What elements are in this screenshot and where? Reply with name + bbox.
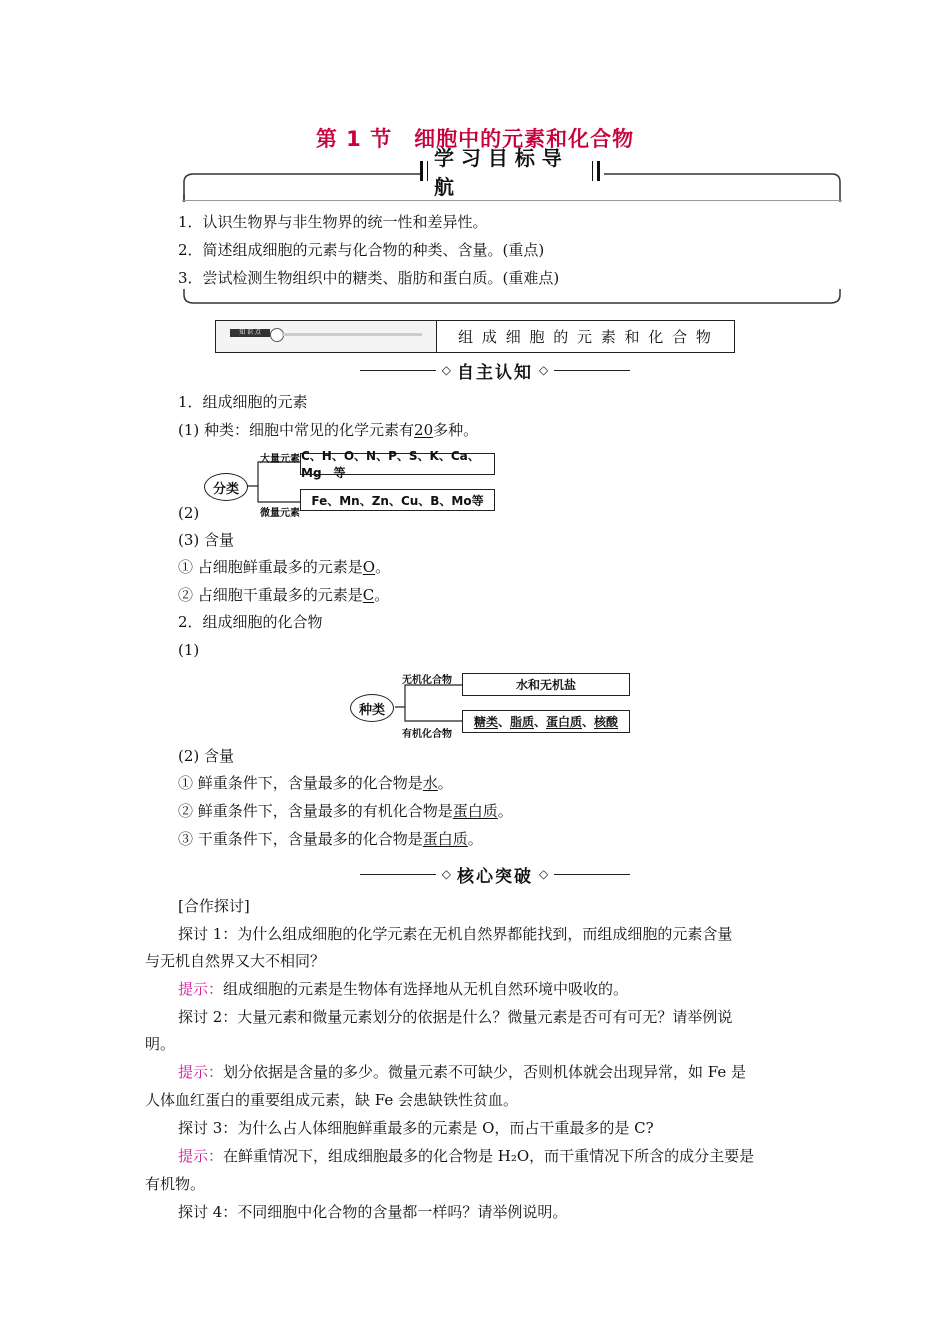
goals-banner-label: 学 习 目 标 导 航	[433, 146, 562, 199]
organic-item: 脂质	[509, 715, 534, 729]
elements-dry-suffix: 。	[374, 586, 390, 604]
goal-item-1: 1．认识生物界与非生物界的统一性和差异性。	[178, 213, 488, 231]
compounds-content-heading: (2) 含量	[178, 747, 235, 765]
elements-fresh-prefix: ① 占细胞鲜重最多的元素是	[178, 558, 363, 576]
section-rule-right	[554, 874, 630, 875]
discussion-a3-text: 在鲜重情况下，组成细胞最多的化合物是 H₂O，而干重情况下所含的成分主要是	[223, 1147, 755, 1165]
compounds-q3-suffix: 。	[467, 830, 483, 848]
section-rule-left	[360, 874, 436, 875]
major-label: 大量元素	[260, 454, 300, 465]
divider	[182, 200, 842, 201]
organic-item: 糖类	[473, 715, 498, 729]
goals-bracket-bottom	[180, 285, 844, 315]
goal-item-3: 3．尝试检测生物组织中的糖类、脂肪和蛋白质。(重难点)	[178, 269, 560, 287]
diamond-icon: ◇	[539, 867, 549, 881]
elements-heading: 1．组成细胞的元素	[178, 393, 308, 411]
diamond-icon: ◇	[441, 363, 451, 377]
organic-item: 蛋白质	[546, 715, 583, 729]
elements-center: 分类	[204, 473, 248, 501]
section-rule-left	[360, 370, 436, 371]
compounds-q1-prefix: ① 鲜重条件下，含量最多的化合物是	[178, 774, 423, 792]
discussion-q2-line2: 明。	[145, 1035, 176, 1053]
discussion-q4: 探讨 4：不同细胞中化合物的含量都一样吗？请举例说明。	[178, 1203, 568, 1221]
elements-kinds-suffix: 多种。	[433, 421, 479, 439]
elements-kinds-value: 20	[414, 421, 434, 439]
elements-item2: (2)	[178, 504, 200, 522]
elements-dry	[178, 585, 389, 605]
knowledge-point-title: 组 成 细 胞 的 元 素 和 化 合 物	[458, 328, 713, 346]
elements-fresh	[178, 557, 390, 577]
compounds-center: 种类	[350, 694, 394, 722]
compounds-q2-suffix: 。	[497, 802, 513, 820]
compounds-q2-value: 蛋白质	[452, 802, 498, 820]
elements-fresh-suffix: 。	[375, 558, 391, 576]
goal-item-2: 2．简述组成细胞的元素与化合物的种类、含量。(重点)	[178, 241, 545, 259]
section-label-core: 核心突破	[457, 866, 533, 887]
banner-bar-left	[420, 161, 428, 181]
organic-label: 有机化合物	[402, 729, 452, 740]
section-rule-right	[554, 370, 630, 371]
compounds-q3-value: 蛋白质	[422, 830, 468, 848]
compounds-q3	[178, 829, 483, 849]
compounds-q2	[178, 801, 513, 821]
knowledge-point-box	[215, 320, 735, 353]
discussion-q1-line2: 与无机自然界又大不相同？	[145, 952, 326, 970]
hint-label: 提示：	[178, 1147, 224, 1165]
goals-banner	[420, 146, 600, 199]
section-label-self: 自主认知	[457, 362, 533, 383]
trace-items-box: Fe、Mn、Zn、Cu、B、Mo等	[300, 489, 495, 511]
major-items-box: C、H、O、N、P、S、K、Ca、Mg 等	[300, 453, 495, 475]
organic-items-box: 糖类 、 脂质 、 蛋白质 、 核酸	[462, 710, 630, 733]
elements-kinds	[178, 420, 478, 440]
discussion-a1-text: 组成细胞的元素是生物体有选择地从无机自然环境中吸收的。	[223, 980, 629, 998]
discussion-q1-line1: 探讨 1：为什么组成细胞的化学元素在无机自然界都能找到，而组成细胞的元素含量	[178, 925, 733, 943]
knowledge-point-tag-label: 知 识 点	[230, 329, 270, 337]
section-header-core	[360, 862, 630, 886]
discussion-heading: [合作探讨]	[178, 897, 250, 915]
compounds-q1-value: 水	[422, 774, 438, 792]
organic-item: 核酸	[594, 715, 619, 729]
page-title: 第 1 节 细胞中的元素和化合物	[315, 127, 635, 151]
discussion-a2-text: 划分依据是含量的多少。微量元素不可缺少，否则机体就会出现异常，如 Fe 是	[223, 1063, 747, 1081]
discussion-q3: 探讨 3：为什么占人体细胞鲜重最多的元素是 O，而占干重最多的是 C?	[178, 1119, 654, 1137]
banner-bar-right	[592, 161, 600, 181]
inorganic-label: 无机化合物	[402, 675, 452, 686]
discussion-a1	[178, 979, 628, 999]
discussion-a3-line2: 有机物。	[145, 1175, 206, 1193]
inorganic-items-box: 水和无机盐	[462, 673, 630, 696]
elements-dry-value: C	[362, 586, 375, 604]
trace-label: 微量元素	[260, 508, 300, 519]
hint-label: 提示：	[178, 1063, 224, 1081]
knowledge-point-bar	[282, 333, 422, 336]
hint-label: 提示：	[178, 980, 224, 998]
elements-fresh-value: O	[362, 558, 376, 576]
compounds-q2-prefix: ② 鲜重条件下，含量最多的有机化合物是	[178, 802, 453, 820]
discussion-a2-line2: 人体血红蛋白的重要组成元素，缺 Fe 会患缺铁性贫血。	[145, 1091, 519, 1109]
section-header-self	[360, 358, 630, 382]
knowledge-point-tag	[216, 321, 437, 352]
compounds-q1-suffix: 。	[437, 774, 453, 792]
elements-kinds-prefix: (1) 种类：细胞中常见的化学元素有	[178, 421, 415, 439]
elements-content-heading: (3) 含量	[178, 531, 235, 549]
compounds-q1	[178, 773, 453, 793]
diamond-icon: ◇	[441, 867, 451, 881]
compounds-q3-prefix: ③ 干重条件下，含量最多的化合物是	[178, 830, 423, 848]
discussion-a3-line1	[178, 1146, 754, 1166]
elements-dry-prefix: ② 占细胞干重最多的元素是	[178, 586, 363, 604]
diamond-icon: ◇	[539, 363, 549, 377]
discussion-a2-line1	[178, 1062, 746, 1082]
compounds-item1: (1)	[178, 641, 200, 659]
discussion-q2-line1: 探讨 2：大量元素和微量元素划分的依据是什么？微量元素是否可有可无？请举例说	[178, 1008, 733, 1026]
compounds-heading: 2．组成细胞的化合物	[178, 613, 323, 631]
